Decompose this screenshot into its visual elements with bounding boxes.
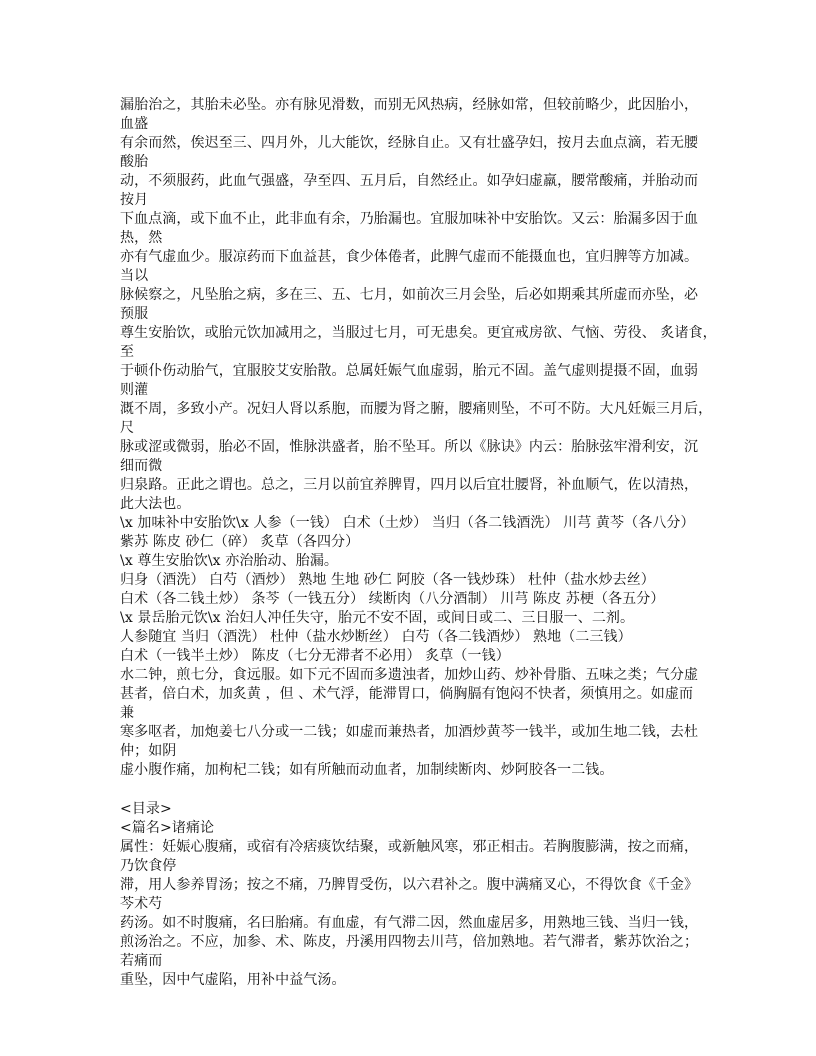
text-block-section: [120, 800, 705, 990]
text-line: 脉候察之，凡坠胎之病，多在三、五、七月，如前次三月会坠，后必如期乘其所虚而亦坠，必: [120, 287, 699, 303]
text-line: 尊生安胎饮，或胎元饮加减用之，当服过七月，可无患矣。更宜戒房欲、气恼、劳役、 炙诸食，: [120, 325, 717, 341]
text-line: 药汤。如不时腹痛，名曰胎痛。有血虚，有气滞二因，然血虚居多，用熟地三钱、当归一钱，: [120, 915, 699, 931]
text-line: 滞，用人参养胃汤；按之不痛，乃脾胃受伤，以六君补之。腹中满痛叉心，不得饮食《千金》: [120, 877, 699, 893]
text-block-main: [120, 96, 717, 780]
text-line: 煎汤治之。不应，加参、术、陈皮，丹溪用四物去川芎，倍加熟地。若气滞者，紫苏饮治之；: [120, 934, 699, 950]
text-line: 脉或涩或微弱，胎必不固，惟脉洪盛者，胎不坠耳。所以《脉诀》内云：胎脉弦牢滑利安，沉: [120, 439, 699, 455]
text-line: 寒多呕者，加炮姜七八分或一二钱；如虚而兼热者，加酒炒黄芩一钱半，或加生地二钱，去杜: [120, 724, 699, 740]
text-line: 虚小腹作痛，加枸杞二钱；如有所触而动血者，加制续断肉、炒阿胶各一二钱。: [120, 762, 614, 778]
text-line: 下血点滴，或下血不止，此非血有余，乃胎漏也。宜服加味补中安胎饮。又云：胎漏多因于血: [120, 211, 699, 227]
text-line: 兼: [120, 705, 135, 721]
text-line: 白术（各二钱土炒） 条芩（一钱五分） 续断肉（八分酒制） 川芎 陈皮 苏梗（各五分）: [120, 591, 665, 607]
text-line: 溉不周，多致小产。况妇人肾以系胞，而腰为肾之腑，腰痛则坠，不可不防。大凡妊娠三月后，: [120, 401, 713, 417]
text-line: \x 加味补中安胎饮\x 人参（一钱） 白术（土炒） 当归（各二钱酒洗） 川芎 黄芩（各八分）: [120, 515, 695, 531]
text-line: 按月: [120, 192, 149, 208]
text-line: 人参随宜 当归（酒洗） 杜仲（盐水炒断丝） 白芍（各二钱酒炒） 熟地（二三钱）: [120, 629, 632, 645]
text-line: 归身（酒洗） 白芍（酒炒） 熟地 生地 砂仁 阿胶（各一钱炒珠） 杜仲（盐水炒去丝）: [120, 572, 655, 588]
text-line: 血盛: [120, 116, 149, 132]
text-line: 尺: [120, 420, 135, 436]
text-line: 预服: [120, 306, 149, 322]
text-line: 甚者，倍白术，加炙黄 ，但 、术气浮，能滞胃口，倘胸膈有饱闷不快者，须慎用之。如虚而: [120, 686, 694, 702]
text-line: 至: [120, 344, 135, 360]
text-line: 当以: [120, 268, 149, 284]
text-line: 重坠，因中气虚陷，用补中益气汤。: [120, 972, 346, 988]
paragraph-gap: [120, 780, 705, 800]
text-line: 若痛而: [120, 953, 163, 969]
text-line: 仲；如阴: [120, 743, 177, 759]
text-line: 则灌: [120, 382, 149, 398]
text-line: 有余而然，俟迟至三、四月外，儿大能饮，经脉自止。又有壮盛孕妇，按月去血点滴，若无腰: [120, 135, 699, 151]
text-line: \x 景岳胎元饮\x 治妇人冲任失守，胎元不安不固，或间日或二、三日服一、二剂。: [120, 610, 635, 626]
text-line: 乃饮食停: [120, 858, 177, 874]
text-line: 此大法也。: [120, 496, 191, 512]
text-line: 漏胎治之，其胎未必坠。亦有脉见滑数，而别无风热病，经脉如常，但较前略少，此因胎小，: [120, 97, 699, 113]
text-line: 于顿仆伤动胎气，宜服胶艾安胎散。总属妊娠气血虚弱，胎元不固。盖气虚则提摄不固，血弱: [120, 363, 699, 379]
text-line: 属性：妊娠心腹痛，或宿有冷痞痰饮结聚，或新触风寒，邪正相击。若胸腹膨满，按之而痛，: [120, 839, 699, 855]
text-line: 归泉路。正此之谓也。总之，三月以前宜养脾胃，四月以后宜壮腰肾，补血顺气，佐以清热，: [120, 477, 699, 493]
text-line: 动，不须服药，此血气强盛，孕至四、五月后，自然经止。如孕妇虚羸，腰常酸痛，并胎动而: [120, 173, 699, 189]
text-line: 酸胎: [120, 154, 149, 170]
text-line: 紫苏 陈皮 砂仁（碎） 炙草（各四分）: [120, 534, 360, 550]
text-line: 水二钟，煎七分，食远服。如下元不固而多遗浊者，加炒山药、炒补骨脂、五味之类；气分虚: [120, 667, 699, 683]
text-line: 热，然: [120, 230, 163, 246]
document-page: [120, 96, 717, 990]
text-line: 细而微: [120, 458, 163, 474]
text-line: 亦有气虚血少。服凉药而下血益甚，食少体倦者，此脾气虚而不能摄血也，宜归脾等方加减。: [120, 249, 699, 265]
text-line: <目录>: [120, 801, 172, 817]
text-line: <篇名>诸痛论: [120, 820, 215, 836]
text-line: 芩术芍: [120, 896, 163, 912]
text-line: 白术（一钱半土炒） 陈皮（七分无滞者不必用） 炙草（一钱）: [120, 648, 510, 664]
text-line: \x 尊生安胎饮\x 亦治胎动、胎漏。: [120, 553, 339, 569]
